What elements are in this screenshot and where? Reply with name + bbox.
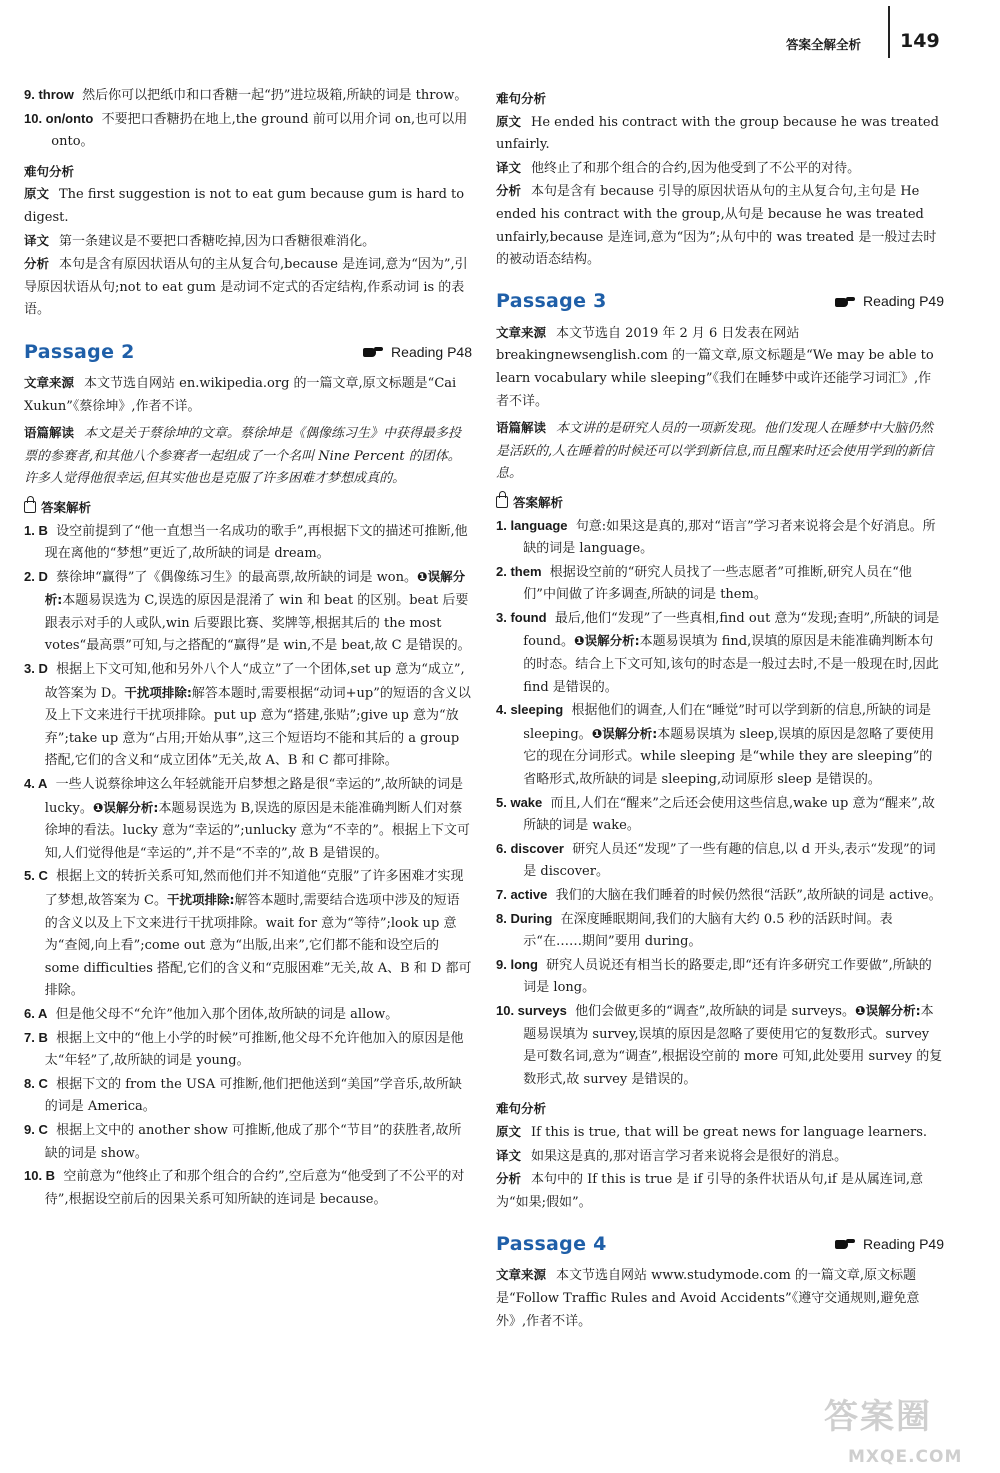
original-sentence: 原文 If this is true, that will be great news for language learners. — [496, 1123, 928, 1140]
watermark-logo — [818, 1397, 988, 1468]
answer-item — [24, 520, 472, 566]
answer-number: 10. B — [24, 1168, 56, 1184]
answer-explanation: 而且,人们在“醒来”之后还会使用这些信息,wake up 意为“醒来”,故所缺的词是 wake。 — [523, 795, 935, 834]
answer-number: 2. D — [24, 568, 48, 584]
passage-title: Passage 3 — [496, 290, 607, 313]
translation: 译文 第一条建议是不要把口香糖吃掉,因为口香糖很难消化。 — [24, 232, 376, 249]
answer-item — [24, 1165, 472, 1211]
answer-explanation: 根据上文的转折关系可知,然而他们并不知道他“克服”了许多困难才实现了梦想,故答案为 C。 — [44, 869, 464, 908]
error-analysis-text: 解答本题时,需要结合选项中涉及的短语的含义以及上下文来进行干扰项排除。wait for 意为“等待”;look up 意为“查阅,向上看”;come out 意为“出版,出来”,它们都不能和设空后的 some difficulties 搭配,它们的含义和“克服困难”无关,故 A、B 和 D 都可排除。 — [44, 893, 472, 999]
answer-explanation: 空前意为“他终止了和那个组合的合约”,空后意为“他受到了不公平的对待”,根据设空前后的因果关系可知所缺的连词是 because。 — [44, 1169, 465, 1207]
answer-explanation: 我们的大脑在我们睡着的时候仍然很“活跃”,故所缺的词是 active。 — [555, 888, 942, 903]
answer-number: 1. B — [24, 522, 48, 538]
answer-number: 10. surveys — [496, 1002, 567, 1018]
answer-item: 10. on/onto 不要把口香糖扔在地上,the ground 前可以用介词 on,也可以用 onto。 — [24, 110, 468, 150]
answer-explanation: 根据上文中的 another show 可推断,他成了那个“节目”的获胜者,故所缺的词是 show。 — [44, 1122, 462, 1161]
lock-icon — [496, 496, 508, 508]
article-source: 文章来源 本文节选自 2019 年 2 月 6 日发表在网站 breakingnewsenglish.com 的一篇文章,原文标题是“We may be able to learn vocabulary while sleeping”《我们在睡梦中或许还能学习词汇》,作者不详。 — [496, 324, 934, 409]
original-sentence: 原文 The first suggestion is not to eat gum because gum is hard to digest. — [24, 186, 465, 225]
translation: 译文 如果这是真的,那对语言学习者来说将会是很好的消息。 — [496, 1147, 848, 1164]
answer-explanation: 但是他父母不“允许”他加入那个团体,故所缺的词是 allow。 — [55, 1006, 399, 1022]
answer-item — [24, 773, 472, 865]
translation: 译文 他终止了和那个组合的合约,因为他受到了不公平的对待。 — [496, 159, 861, 176]
answer-number: 7. active — [496, 887, 548, 902]
section-heading: 难句分析 — [496, 1101, 547, 1117]
answer-item — [24, 1119, 472, 1165]
answer-item — [496, 1000, 944, 1091]
passage-title: Passage 4 — [496, 1233, 607, 1256]
article-source: 文章来源 本文节选自网站 www.studymode.com 的一篇文章,原文标题是“Follow Traffic Rules and Avoid Accidents”《遵守交通规则,避免意外》,作者不详。 — [496, 1267, 920, 1329]
passage-2-header — [24, 338, 472, 366]
analysis: 分析 本句是含有 because 引导的原因状语从句的主从复合句,主句是 He ended his contract with the group,从句是 because he was treated unfairly,because 是连词,意为“因为”;从句中的 was treated 是一般过去时的被动语态结构。 — [496, 183, 937, 268]
answer-explanation: 蔡徐坤“赢得”了《偶像练习生》的最高票,故所缺的词是 won。 — [56, 569, 417, 585]
answer-explanation: 设空前提到了“他一直想当一名成功的歌手”,再根据下文的描述可推断,他现在离他的“梦想”更近了,故所缺的词是 dream。 — [44, 523, 468, 562]
answer-item — [496, 838, 944, 884]
left-column — [24, 84, 472, 1211]
answer-number: 1. language — [496, 517, 568, 533]
answer-item — [24, 865, 472, 1003]
answer-item — [24, 1027, 472, 1073]
lock-icon — [24, 501, 36, 513]
pointing-hand-icon — [835, 296, 855, 308]
error-analysis-text: 本题易误填为 sleep,误填的原因是忽略了要使用它的现在分词形式。while sleeping 是“while they are sleeping”的省略形式,故所缺的词是 sleeping,动词原形 sleep 是错误的。 — [523, 726, 935, 788]
analysis: 分析 本句是含有原因状语从句的主从复合句,because 是连词,意为“因为”,引导原因状语从句;not to eat gum 是动词不定式的否定结构,作系动词 is 的表语。 — [24, 256, 468, 318]
answer-explanation: 研究人员还“发现”了一些有趣的信息,以 d 开头,表示“发现”的词是 discover。 — [523, 841, 936, 880]
watermark-url: MXQE.COM — [848, 1447, 963, 1467]
original-sentence: 原文 He ended his contract with the group because he was treated unfairly. — [496, 113, 939, 153]
answer-item — [24, 566, 472, 658]
answer-item — [496, 954, 944, 1000]
answer-number: 5. wake — [496, 794, 543, 810]
text-interpretation: 语篇解读 本文讲的是研究人员的一项新发现。他们发现人在睡梦中大脑仍然是活跃的,人在睡着的时候还可以学到新信息,而且醒来时还会使用学到的新信息。 — [496, 420, 934, 482]
passage-3-header — [496, 288, 944, 316]
answer-item — [496, 607, 944, 699]
passage-title: Passage 2 — [24, 340, 135, 363]
error-analysis-label: 干扰项排除: — [124, 684, 192, 700]
reading-reference: Reading P49 — [835, 290, 944, 313]
answer-number: 8. During — [496, 910, 553, 926]
answer-explanation: 一些人说蔡徐坤这么年轻就能开启梦想之路是很“幸运的”,故所缺的词是 lucky。 — [44, 777, 464, 816]
answer-item — [496, 908, 944, 954]
answer-explanation: 最后,他们“发现”了一些真相,find out 意为“发现;查明”,所缺的词是 found。 — [523, 610, 940, 650]
answer-item — [496, 699, 944, 791]
answer-explanation: 根据上文中的“他上小学的时候”可推断,他父母不允许他加入的原因是他太“年轻”了,故所缺的词是 young。 — [44, 1030, 464, 1069]
right-column — [496, 84, 944, 1333]
reading-reference: Reading P48 — [363, 341, 472, 364]
answer-item — [496, 884, 944, 908]
answer-number: 7. B — [24, 1029, 48, 1045]
error-analysis-text: 解答本题时,需要根据“动词+up”的短语的含义以及上下文来进行干扰项排除。put up 意为“搭建,张贴”;give up 意为“放弃”;take up 意为“占用;开始从事”,这三个短语均不能和其后的 a group 搭配,它们的含义和“成立团体”无关,故 A、B 和 C 都可排除。 — [44, 685, 471, 769]
header-title: 答案全解全析 — [786, 37, 862, 52]
answer-item — [24, 658, 472, 773]
pointing-hand-icon — [363, 346, 383, 358]
answer-item — [496, 792, 944, 838]
page-number: 149 — [900, 30, 940, 52]
error-analysis-label: ❶误解分析: — [574, 633, 640, 649]
answer-analysis-heading: 答案解析 — [24, 497, 472, 520]
section-heading: 难句分析 — [24, 163, 75, 179]
answer-explanation: 句意:如果这是真的,那对“语言”学习者来说将会是个好消息。所缺的词是 language。 — [523, 518, 936, 557]
answer-number: 4. sleeping — [496, 702, 564, 718]
error-analysis-text: 本题易误填为 find,误填的原因是未能准确判断本句的时态。结合上下文可知,该句的时态是一般过去时,不是一般现在时,因此 find 是错误的。 — [523, 634, 939, 695]
answer-number: 9. C — [24, 1121, 48, 1137]
answer-explanation: 根据下文的 from the USA 可推断,他们把他送到“美国”学音乐,故所缺的词是 America。 — [44, 1076, 462, 1115]
answer-number: 4. A — [24, 776, 48, 792]
answer-number: 5. C — [24, 868, 48, 884]
error-analysis-text: 本题易误选为 C,误选的原因是混淆了 win 和 beat 的区别。beat 后要跟表示对手的人或队,win 后要跟比赛、奖牌等,根据其后的 the most votes“最高票”可知,与之搭配的“赢得”是 win,不是 beat,故 C 是错误的。 — [44, 593, 471, 654]
answer-list — [496, 515, 944, 1092]
passage-4-header — [496, 1230, 944, 1258]
watermark-text: 答案圈 — [824, 1397, 932, 1437]
error-analysis-label: ❶误解分析: — [854, 1002, 921, 1018]
answer-item — [496, 515, 944, 561]
answer-number: 3. D — [24, 661, 48, 677]
reading-reference: Reading P49 — [835, 1233, 944, 1256]
article-source: 文章来源 本文节选自网站 en.wikipedia.org 的一篇文章,原文标题是“Cai Xukun”《蔡徐坤》,作者不详。 — [24, 374, 457, 414]
pointing-hand-icon — [835, 1238, 855, 1250]
answer-item — [24, 1003, 472, 1027]
answer-item: 9. throw 然后你可以把纸巾和口香糖一起“扔”进垃圾箱,所缺的词是 throw。 — [24, 87, 468, 103]
header-divider — [888, 6, 890, 58]
error-analysis-text: 本题易误填为 survey,误填的原因是忽略了要使用它的复数形式。survey 是可数名词,意为“调查”,根据设空前的 more 可知,此处要用 survey 的复数形式,故 survey 是错误的。 — [523, 1003, 943, 1087]
error-analysis-label: 干扰项排除: — [167, 892, 235, 907]
answer-item — [24, 1073, 472, 1119]
error-analysis-label: ❶误解分析: — [92, 799, 159, 815]
answer-number: 2. them — [496, 563, 542, 579]
error-analysis-text: 本题易误选为 B,误选的原因是未能准确判断人们对蔡徐坤的看法。lucky 意为“幸运的”;unlucky 意为“不幸的”。根据上下文可知,人们觉得他是“幸运的”,并不是“不幸的”,故 B 是错误的。 — [44, 800, 470, 861]
answer-number: 6. A — [24, 1005, 48, 1021]
section-heading: 难句分析 — [496, 91, 547, 106]
answer-explanation: 研究人员说还有相当长的路要走,即“还有许多研究工作要做”,所缺的词是 long。 — [523, 957, 932, 996]
error-analysis-label: ❶误解分析: — [44, 568, 466, 608]
answer-explanation: 他们会做更多的“调查”,故所缺的词是 surveys。 — [575, 1003, 855, 1019]
answer-number: 3. found — [496, 609, 547, 625]
error-analysis-label: ❶误解分析: — [591, 725, 658, 741]
answer-explanation: 根据他们的调查,人们在“睡觉”时可以学到新的信息,所缺的词是 sleeping。 — [523, 703, 932, 742]
analysis: 分析 本句中的 If this is true 是 if 引导的条件状语从句,if 是从属连词,意为“如果;假如”。 — [496, 1171, 923, 1210]
answer-analysis-heading: 答案解析 — [496, 492, 944, 515]
text-interpretation: 语篇解读 本文是关于蔡徐坤的文章。蔡徐坤是《偶像练习生》中获得最多投票的参赛者,和其他八个参赛者一起组成了一个名叫 Nine Percent 的团体。许多人觉得他很幸运,但其实他也是克服了许多困难才梦想成真的。 — [24, 425, 462, 487]
answer-explanation: 根据上下文可知,他和另外八个人“成立”了一个团体,set up 意为“成立”,故答案为 D。 — [44, 662, 465, 701]
answer-explanation: 根据设空前的“研究人员找了一些志愿者”可推断,研究人员在“他们”中间做了许多调查,所缺的词是 them。 — [523, 564, 912, 603]
answer-number: 8. C — [24, 1075, 48, 1091]
answer-explanation: 在深度睡眠期间,我们的大脑有大约 0.5 秒的活跃时间。表示“在……期间”要用 during。 — [523, 911, 893, 950]
answer-list — [24, 520, 472, 1212]
answer-number: 9. long — [496, 956, 538, 972]
answer-number: 6. discover — [496, 840, 564, 856]
answer-item — [496, 561, 944, 607]
